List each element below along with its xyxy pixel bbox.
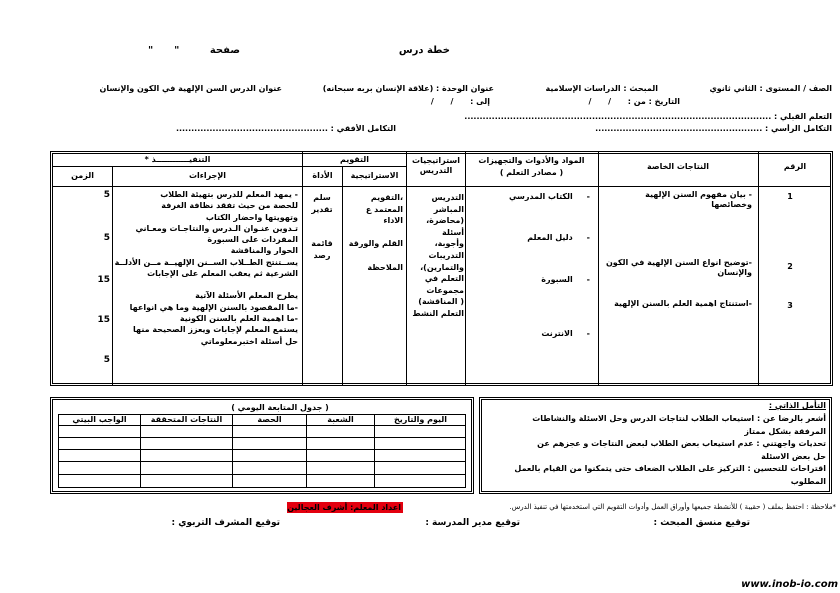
reflection-line: حل بعض الاسئلة: [761, 451, 826, 461]
page-number-quote: " ": [148, 45, 180, 56]
time-value: 5: [103, 190, 110, 200]
website-link[interactable]: www.inob-io.com: [741, 579, 838, 590]
info-level: الصف / المستوى : الثاني ثانوي: [709, 84, 832, 93]
footer-note: *ملاحظة : احتفظ بملف ( حقيبة ) للأنشطة جميعها وأوراق العمل وأدوات التقويم التي استخدمتها في تنفيذ الدرس.: [509, 503, 836, 511]
reflection-lines: [486, 413, 826, 488]
info-lesson: عنوان الدرس السن الإلهية في الكون والإنسان: [99, 84, 282, 93]
time-value: 5: [103, 355, 110, 365]
info-vertical-integration: التكامل الرأسي : .......................................................: [595, 124, 832, 133]
procedure-line: -ما المقصود بالسنن الإلهية وما هي انواعها: [129, 302, 298, 312]
info-date-from: التاريخ : من : / /: [588, 97, 680, 106]
procedure-line: - يمهد المعلم للدرس بتهيئة الطلاب: [160, 190, 298, 199]
reflection-title: التأمل الذاتي :: [768, 401, 826, 410]
procedure-line: يســتنتج الطــلاب الســنن الإلهيــة مــن الأدلــة: [114, 257, 298, 267]
header-num: الرقم: [783, 162, 807, 171]
followup-col-period: الحصة: [257, 415, 282, 424]
procedure-line: حل أسئلة اختبرمعلوماتي: [200, 336, 298, 346]
reflection-line: تحديات واجهتني : عدم استيعاب بعض الطلاب لبعض النتاجات و عجزهم عن: [537, 439, 826, 448]
page-label: صفحة: [209, 45, 240, 56]
material-item: - السبورة: [541, 275, 590, 284]
material-item: - الكتاب المدرسي: [508, 192, 590, 201]
row-num: 1: [787, 192, 793, 201]
followup-col-date: اليوم والتاريخ: [393, 415, 448, 424]
procedure-line: تـدوين عنـوان الـدرس والنتاجـات ومعـاني: [135, 223, 298, 233]
reflection-line: أشعر بالرضا عن : استيعاب الطلاب لنتاجات الدرس وحل الاسئلة والنشاطات: [532, 414, 826, 423]
procedure-line: الشرعية ثم يعقب المعلم على الإجابات: [147, 269, 298, 279]
header-evaluation: التقويم: [339, 155, 370, 164]
info-horizontal-integration: التكامل الأفقي : ..................................................: [175, 124, 396, 133]
procedure-line: للحصة من حيث تفقد نظافة الغرفة: [161, 201, 298, 211]
followup-col-section: الشعبة: [327, 415, 354, 424]
time-value: 15: [97, 275, 110, 285]
info-unit: عنوان الوحدة : (علاقة الإنسان بربه سبحانه): [322, 84, 494, 93]
procedure-line: -ما اهمية العلم بالسنن الكونية: [179, 313, 298, 323]
procedure-line: يطرح المعلم الأسئلة الآتية: [195, 291, 298, 301]
header-time: الزمن: [71, 171, 94, 180]
outcome-item: -توضيح انواع السنن الإلهية في الكون والإنسان: [605, 258, 752, 277]
header-execution: التنفيــــــــــــذ *: [144, 155, 211, 164]
signature-principal: توقيع مدير المدرسة :: [425, 518, 520, 528]
procedure-line: وتهويتها واحضار الكتاب: [205, 212, 298, 222]
header-outcomes: النتاجات الخاصة: [647, 162, 709, 171]
evaluation-tools: سلم تقدير قائمة رصد: [311, 193, 333, 260]
row-num: 2: [787, 262, 793, 271]
header-materials-sub: ( مصادر التعلم ): [499, 168, 564, 177]
header-procedures: الإجراءات: [188, 171, 227, 180]
info-subject: المبحث : الدراسات الإسلامية: [545, 84, 658, 93]
material-item: - دليل المعلم: [527, 233, 590, 242]
time-value: 15: [97, 315, 110, 325]
procedure-line: الحوار والمناقشة: [230, 246, 298, 256]
info-prior-learning: التعلم القبلي : .....................................................................................................: [464, 112, 832, 121]
followup-title: ( جدول المتابعة اليومي ): [231, 403, 329, 412]
procedures-list: [115, 189, 298, 347]
procedure-line: يستمع المعلم لإجابات ويعزز الصحيحة منها: [133, 325, 298, 335]
followup-col-homework: الواجب البيتي: [72, 415, 127, 424]
reflection-line: المطلوب: [790, 476, 826, 486]
signature-coordinator: توقيع منسق المبحث :: [653, 518, 750, 528]
followup-col-outcomes: النتاجات المتحققة: [150, 415, 223, 424]
header-eval-strategy: الاستراتيجية: [350, 171, 399, 180]
outcome-item: -استنتاج اهمية العلم بالسنن الإلهية: [614, 299, 752, 308]
evaluation-strategies: ،التقويم المعتمد ع الاداء القلم والورقة الملاحظة: [348, 193, 403, 272]
header-strategies: استراتيجيات التدريس: [412, 156, 460, 175]
row-num: 3: [787, 301, 793, 310]
procedure-line: [115, 279, 298, 290]
signature-supervisor: توقيع المشرف التربوي :: [171, 518, 280, 528]
material-item: - الانترنت: [541, 329, 590, 338]
reflection-line: المرفقة بشكل ممتاز: [744, 426, 826, 436]
time-value: 5: [103, 233, 110, 243]
info-date-to: إلى : / /: [430, 97, 490, 106]
procedure-line: المفردات على السبورة: [207, 235, 298, 245]
header-materials: المواد والأدوات والتجهيزات: [478, 156, 585, 165]
teaching-strategies: التدريس المباشر (محاضرة، أسئلة وأجوبة، التدريبات والتمارين)، التعلم في مجموعات ( المناقشة) التعلم النشط: [412, 193, 464, 318]
page-title: خطة درس: [398, 45, 450, 56]
prepared-by-badge: اعداد المعلم: أشرف العجالين: [287, 503, 401, 512]
reflection-line: اقتراحات للتحسين : التركيز على الطلاب الضعاف حتى يتمكنوا من القيام بالعمل: [514, 464, 826, 473]
header-eval-tool: الأداة: [312, 171, 333, 180]
outcome-item: - بيان مفهوم السنن الإلهية وخصائصها: [645, 190, 752, 209]
